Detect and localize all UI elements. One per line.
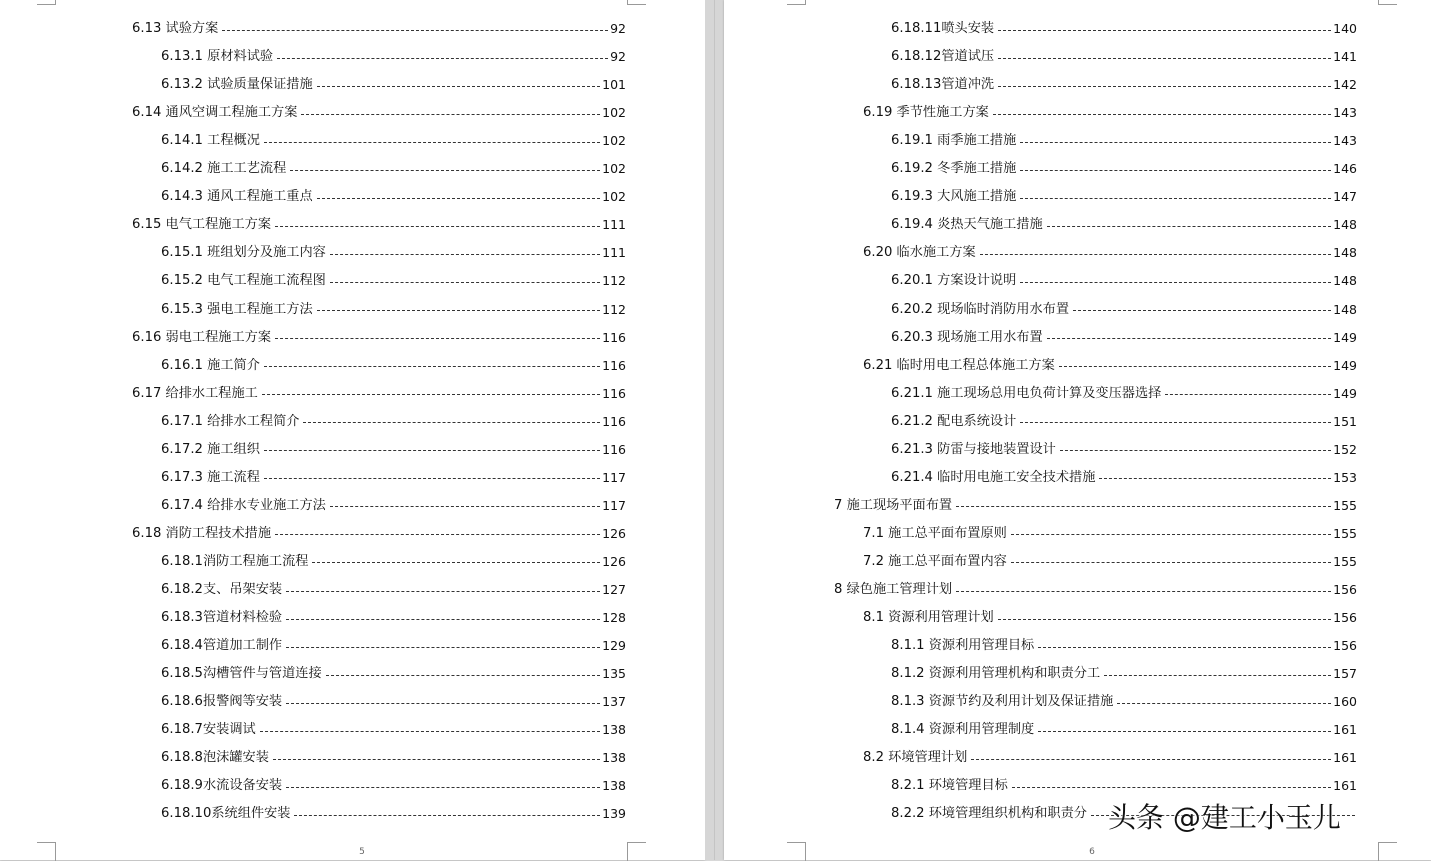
toc-entry-title: 7.2 施工总平面布置内容 bbox=[863, 553, 1007, 569]
toc-entry[interactable] bbox=[161, 744, 626, 772]
toc-entry[interactable] bbox=[891, 464, 1357, 492]
toc-dot-leader bbox=[286, 591, 600, 592]
toc-entry-page-number: 116 bbox=[602, 357, 626, 373]
toc-entry[interactable] bbox=[891, 688, 1357, 716]
toc-entry[interactable] bbox=[863, 352, 1357, 380]
toc-dot-leader bbox=[1047, 338, 1332, 339]
toc-entry-title: 6.18.6报警阀等安装 bbox=[161, 694, 283, 710]
toc-entry[interactable] bbox=[161, 183, 626, 211]
toc-dot-leader bbox=[330, 506, 600, 507]
toc-entry-title: 6.13.1 原材料试验 bbox=[161, 49, 274, 65]
toc-dot-leader bbox=[1165, 394, 1331, 395]
toc-entry-page-number: 127 bbox=[602, 582, 626, 597]
toc-entry-title: 8.1.3 资源节约及利用计划及保证措施 bbox=[891, 694, 1114, 710]
toc-entry[interactable] bbox=[132, 15, 626, 43]
toc-dot-leader bbox=[260, 731, 600, 732]
crop-mark-top-right bbox=[1378, 0, 1397, 5]
toc-entry-title: 8 绿色施工管理计划 bbox=[834, 582, 953, 597]
toc-entry-page-number: 149 bbox=[1333, 357, 1357, 373]
toc-entry[interactable] bbox=[161, 267, 626, 295]
toc-entry-page-number: 126 bbox=[602, 525, 626, 541]
toc-entry-page-number: 140 bbox=[1333, 21, 1357, 36]
toc-entry-page-number: 153 bbox=[1333, 469, 1357, 485]
toc-entry-title: 6.18.7安装调试 bbox=[161, 722, 256, 738]
toc-entry[interactable] bbox=[161, 660, 626, 688]
toc-dot-leader bbox=[1073, 310, 1331, 311]
toc-entry[interactable] bbox=[161, 239, 626, 267]
toc-entry-page-number: 155 bbox=[1333, 497, 1357, 513]
toc-entry-page-number: 128 bbox=[602, 610, 626, 626]
toc-entry-page-number: 161 bbox=[1333, 722, 1357, 738]
toc-entry[interactable] bbox=[132, 211, 626, 239]
toc-entry[interactable] bbox=[891, 43, 1357, 71]
toc-entry[interactable] bbox=[161, 71, 626, 99]
toc-entry[interactable] bbox=[161, 352, 626, 380]
toc-entry-title: 6.14.2 施工工艺流程 bbox=[161, 161, 287, 177]
toc-entry-page-number: 92 bbox=[610, 49, 626, 65]
toc-entry-page-number: 102 bbox=[602, 189, 626, 205]
toc-entry-title: 8.2 环境管理计划 bbox=[863, 750, 968, 766]
toc-dot-leader bbox=[1020, 142, 1331, 143]
toc-dot-leader bbox=[1047, 226, 1332, 227]
toc-entry-title: 6.16.1 施工简介 bbox=[161, 357, 260, 373]
toc-dot-leader bbox=[1020, 282, 1331, 283]
toc-entry-page-number: 149 bbox=[1333, 385, 1357, 401]
page-number: 5 bbox=[359, 847, 365, 857]
toc-entry[interactable] bbox=[161, 43, 626, 71]
toc-entry-page-number: 156 bbox=[1333, 610, 1357, 626]
toc-dot-leader bbox=[1011, 534, 1331, 535]
toc-dot-leader bbox=[275, 338, 600, 339]
toc-dot-leader bbox=[317, 198, 601, 199]
toc-entry-page-number: 138 bbox=[602, 778, 626, 794]
toc-entry[interactable] bbox=[891, 127, 1357, 155]
toc-entry[interactable] bbox=[161, 492, 626, 520]
toc-entry[interactable] bbox=[161, 604, 626, 632]
toc-dot-leader bbox=[998, 86, 1331, 87]
toc-dot-leader bbox=[275, 226, 600, 227]
watermark-text: 头条 @建工小玉儿 bbox=[1108, 801, 1341, 834]
toc-entry-page-number: 112 bbox=[602, 301, 626, 317]
toc-entry[interactable] bbox=[891, 71, 1357, 99]
toc-entry-page-number: 142 bbox=[1333, 77, 1357, 93]
toc-entry[interactable] bbox=[161, 772, 626, 800]
toc-entry-page-number: 117 bbox=[602, 497, 626, 513]
toc-entry-title: 6.20.3 现场施工用水布置 bbox=[891, 329, 1043, 345]
toc-dot-leader bbox=[330, 254, 600, 255]
crop-mark-bottom-left bbox=[37, 842, 56, 861]
toc-entry[interactable] bbox=[891, 380, 1357, 408]
toc-entry-title: 8.2.1 环境管理目标 bbox=[891, 778, 1008, 794]
toc-entry-page-number: 117 bbox=[602, 469, 626, 485]
toc-dot-leader bbox=[980, 254, 1331, 255]
toc-dot-leader bbox=[993, 114, 1331, 115]
toc-entry-title: 6.21.2 配电系统设计 bbox=[891, 413, 1017, 429]
toc-entry[interactable] bbox=[161, 548, 626, 576]
toc-entry-title: 6.18.11喷头安装 bbox=[891, 21, 995, 36]
toc-entry-page-number: 156 bbox=[1333, 582, 1357, 597]
toc-entry-title: 6.21.1 施工现场总用电负荷计算及变压器选择 bbox=[891, 385, 1162, 401]
toc-entry-page-number: 148 bbox=[1333, 273, 1357, 289]
toc-entry[interactable] bbox=[132, 520, 626, 548]
toc-entry-page-number: 102 bbox=[602, 133, 626, 149]
toc-entry-title: 6.18.4管道加工制作 bbox=[161, 638, 283, 654]
toc-entry[interactable] bbox=[161, 296, 626, 324]
toc-dot-leader bbox=[1060, 450, 1331, 451]
toc-entry-page-number: 155 bbox=[1333, 553, 1357, 569]
toc-entry-page-number: 155 bbox=[1333, 525, 1357, 541]
toc-dot-leader bbox=[264, 142, 600, 143]
toc-entry[interactable] bbox=[161, 688, 626, 716]
toc-entry-page-number: 102 bbox=[602, 105, 626, 121]
toc-entry-page-number: 148 bbox=[1333, 245, 1357, 261]
toc-entry[interactable] bbox=[161, 155, 626, 183]
toc-dot-leader bbox=[264, 478, 600, 479]
toc-dot-leader bbox=[326, 675, 601, 676]
toc-entry-title: 6.20.2 现场临时消防用水布置 bbox=[891, 301, 1070, 317]
toc-dot-leader bbox=[998, 619, 1331, 620]
toc-dot-leader bbox=[275, 534, 600, 535]
toc-dot-leader bbox=[264, 450, 600, 451]
toc-entry-title: 8.1.1 资源利用管理目标 bbox=[891, 638, 1035, 654]
toc-entry-page-number: 129 bbox=[602, 638, 626, 654]
toc-dot-leader bbox=[317, 86, 601, 87]
toc-entry-title: 6.13.2 试验质量保证措施 bbox=[161, 77, 313, 93]
crop-mark-bottom-right bbox=[1378, 842, 1397, 861]
toc-dot-leader bbox=[956, 591, 1331, 592]
toc-entry-title: 6.18.3管道材料检验 bbox=[161, 610, 283, 626]
toc-entry-page-number: 138 bbox=[602, 722, 626, 738]
crop-mark-bottom-right bbox=[627, 842, 646, 861]
page-gap-line bbox=[714, 0, 715, 860]
toc-dot-leader bbox=[286, 647, 600, 648]
toc-entry-title: 6.14.1 工程概况 bbox=[161, 133, 260, 149]
toc-entry[interactable] bbox=[863, 604, 1357, 632]
toc-entry-title: 6.15 电气工程施工方案 bbox=[132, 217, 272, 233]
toc-entry-page-number: 156 bbox=[1333, 638, 1357, 654]
toc-entry-page-number: 111 bbox=[602, 245, 626, 261]
document-page-left bbox=[0, 0, 705, 860]
toc-entry-page-number: 138 bbox=[602, 750, 626, 766]
toc-entry-page-number: 148 bbox=[1333, 301, 1357, 317]
toc-entry[interactable] bbox=[834, 492, 1357, 520]
toc-dot-leader bbox=[286, 619, 600, 620]
toc-entry-title: 6.15.1 班组划分及施工内容 bbox=[161, 245, 326, 261]
toc-entry-title: 6.18 消防工程技术措施 bbox=[132, 525, 272, 541]
toc-entry-title: 6.16 弱电工程施工方案 bbox=[132, 329, 272, 345]
toc-entry[interactable] bbox=[863, 99, 1357, 127]
toc-entry-page-number: 141 bbox=[1333, 49, 1357, 65]
toc-entry[interactable] bbox=[891, 660, 1357, 688]
toc-dot-leader bbox=[303, 422, 600, 423]
crop-mark-top-left bbox=[787, 0, 806, 5]
toc-dot-leader bbox=[294, 815, 600, 816]
toc-entry[interactable] bbox=[161, 576, 626, 604]
toc-entry[interactable] bbox=[891, 324, 1357, 352]
toc-entry-title: 6.20 临水施工方案 bbox=[863, 245, 976, 261]
toc-entry-title: 6.18.2支、吊架安装 bbox=[161, 582, 283, 597]
toc-entry-page-number: 126 bbox=[602, 553, 626, 569]
toc-entry-title: 6.18.1消防工程施工流程 bbox=[161, 553, 309, 569]
toc-dot-leader bbox=[998, 30, 1331, 31]
toc-entry[interactable] bbox=[161, 800, 626, 828]
toc-entry[interactable] bbox=[161, 464, 626, 492]
toc-entry[interactable] bbox=[863, 548, 1357, 576]
toc-dot-leader bbox=[956, 506, 1331, 507]
toc-entry-title: 6.17.1 给排水工程简介 bbox=[161, 413, 300, 429]
toc-entry-page-number: 149 bbox=[1333, 329, 1357, 345]
toc-entry-title: 6.13 试验方案 bbox=[132, 21, 219, 36]
toc-entry-title: 8.1.4 资源利用管理制度 bbox=[891, 722, 1035, 738]
toc-entry[interactable] bbox=[161, 716, 626, 744]
toc-entry[interactable] bbox=[132, 99, 626, 127]
toc-dot-leader bbox=[317, 310, 601, 311]
toc-entry-title: 6.21 临时用电工程总体施工方案 bbox=[863, 357, 1055, 373]
toc-entry-title: 6.18.5沟槽管件与管道连接 bbox=[161, 666, 322, 682]
document-page-right bbox=[724, 0, 1431, 860]
toc-entry[interactable] bbox=[161, 632, 626, 660]
toc-entry-title: 6.19.3 大风施工措施 bbox=[891, 189, 1017, 205]
toc-entry-title: 6.21.3 防雷与接地装置设计 bbox=[891, 441, 1056, 457]
toc-dot-leader bbox=[1104, 675, 1331, 676]
toc-entry[interactable] bbox=[891, 155, 1357, 183]
toc-entry-title: 6.19.2 冬季施工措施 bbox=[891, 161, 1017, 177]
toc-entry-title: 6.19 季节性施工方案 bbox=[863, 105, 989, 121]
toc-entry[interactable] bbox=[161, 436, 626, 464]
toc-entry-title: 6.17.3 施工流程 bbox=[161, 469, 260, 485]
toc-dot-leader bbox=[1011, 562, 1331, 563]
crop-mark-bottom-left bbox=[787, 842, 806, 861]
toc-entry[interactable] bbox=[891, 211, 1357, 239]
toc-dot-leader bbox=[1020, 422, 1331, 423]
toc-entry-title: 6.15.2 电气工程施工流程图 bbox=[161, 273, 326, 289]
toc-entry-title: 6.14 通风空调工程施工方案 bbox=[132, 105, 298, 121]
toc-entry-page-number: 102 bbox=[602, 161, 626, 177]
toc-entry[interactable] bbox=[863, 239, 1357, 267]
toc-dot-leader bbox=[330, 282, 600, 283]
toc-entry[interactable] bbox=[161, 127, 626, 155]
toc-entry-page-number: 143 bbox=[1333, 105, 1357, 121]
toc-entry-page-number: 151 bbox=[1333, 413, 1357, 429]
toc-entry-page-number: 146 bbox=[1333, 161, 1357, 177]
toc-dot-leader bbox=[1012, 787, 1331, 788]
toc-dot-leader bbox=[1117, 703, 1331, 704]
toc-dot-leader bbox=[286, 787, 600, 788]
toc-entry[interactable] bbox=[891, 296, 1357, 324]
toc-entry-title: 8.1 资源利用管理计划 bbox=[863, 610, 994, 626]
toc-entry-page-number: 92 bbox=[610, 21, 626, 36]
toc-dot-leader bbox=[971, 759, 1331, 760]
toc-dot-leader bbox=[264, 366, 600, 367]
toc-entry-page-number: 160 bbox=[1333, 694, 1357, 710]
toc-dot-leader bbox=[222, 30, 608, 31]
toc-entry-page-number: 116 bbox=[602, 441, 626, 457]
toc-entry[interactable] bbox=[891, 183, 1357, 211]
toc-dot-leader bbox=[1038, 731, 1331, 732]
toc-entry-title: 8.2.2 环境管理组织机构和职责分 bbox=[891, 806, 1087, 822]
toc-entry-page-number: 147 bbox=[1333, 189, 1357, 205]
toc-dot-leader bbox=[998, 58, 1331, 59]
toc-dot-leader bbox=[286, 703, 600, 704]
toc-entry[interactable] bbox=[891, 716, 1357, 744]
toc-dot-leader bbox=[290, 170, 600, 171]
toc-entry-title: 6.17.2 施工组织 bbox=[161, 441, 260, 457]
toc-dot-leader bbox=[1099, 478, 1331, 479]
toc-entry[interactable] bbox=[891, 436, 1357, 464]
toc-entry-page-number: 116 bbox=[602, 413, 626, 429]
toc-entry-title: 8.1.2 资源利用管理机构和职责分工 bbox=[891, 666, 1101, 682]
toc-entry[interactable] bbox=[891, 267, 1357, 295]
toc-entry[interactable] bbox=[132, 324, 626, 352]
toc-entry-page-number: 135 bbox=[602, 666, 626, 682]
toc-entry[interactable] bbox=[161, 408, 626, 436]
toc-entry-title: 6.19.1 雨季施工措施 bbox=[891, 133, 1017, 149]
toc-entry[interactable] bbox=[132, 380, 626, 408]
toc-entry-page-number: 157 bbox=[1333, 666, 1357, 682]
toc-entry-page-number: 161 bbox=[1333, 750, 1357, 766]
toc-entry-title: 6.21.4 临时用电施工安全技术措施 bbox=[891, 469, 1096, 485]
toc-entry[interactable] bbox=[891, 632, 1357, 660]
toc-entry[interactable] bbox=[834, 576, 1357, 604]
toc-entry-page-number: 137 bbox=[602, 694, 626, 710]
toc-entry[interactable] bbox=[863, 520, 1357, 548]
toc-entry-title: 6.19.4 炎热天气施工措施 bbox=[891, 217, 1043, 233]
toc-entry-title: 6.17.4 给排水专业施工方法 bbox=[161, 497, 326, 513]
toc-entry[interactable] bbox=[891, 408, 1357, 436]
toc-entry-page-number: 101 bbox=[602, 77, 626, 93]
toc-entry-page-number: 143 bbox=[1333, 133, 1357, 149]
toc-entry-title: 6.18.10系统组件安装 bbox=[161, 806, 291, 822]
toc-entry[interactable] bbox=[891, 15, 1357, 43]
toc-entry-page-number: 112 bbox=[602, 273, 626, 289]
toc-entry-title: 7 施工现场平面布置 bbox=[834, 497, 953, 513]
toc-dot-leader bbox=[273, 759, 600, 760]
toc-entry-title: 7.1 施工总平面布置原则 bbox=[863, 525, 1007, 541]
toc-entry[interactable] bbox=[863, 744, 1357, 772]
crop-mark-top-right bbox=[627, 0, 646, 5]
toc-entry-page-number: 161 bbox=[1333, 778, 1357, 794]
toc-entry-title: 6.18.13管道冲洗 bbox=[891, 77, 995, 93]
toc-entry-page-number: 139 bbox=[602, 806, 626, 822]
toc-entry-title: 6.17 给排水工程施工 bbox=[132, 385, 258, 401]
toc-entry-title: 6.18.9水流设备安装 bbox=[161, 778, 283, 794]
toc-dot-leader bbox=[301, 114, 600, 115]
toc-entry-title: 6.20.1 方案设计说明 bbox=[891, 273, 1017, 289]
toc-entry-page-number: 152 bbox=[1333, 441, 1357, 457]
toc-dot-leader bbox=[262, 394, 600, 395]
toc-dot-leader bbox=[1038, 647, 1331, 648]
toc-dot-leader bbox=[312, 562, 600, 563]
toc-entry-page-number: 111 bbox=[602, 217, 626, 233]
toc-entry-title: 6.18.8泡沫罐安装 bbox=[161, 750, 269, 766]
toc-entry-page-number: 148 bbox=[1333, 217, 1357, 233]
toc-dot-leader bbox=[1020, 170, 1331, 171]
page-number: 6 bbox=[1089, 847, 1095, 857]
toc-dot-leader bbox=[277, 58, 608, 59]
toc-dot-leader bbox=[1059, 366, 1331, 367]
toc-entry-title: 6.18.12管道试压 bbox=[891, 49, 995, 65]
toc-entry-title: 6.15.3 强电工程施工方法 bbox=[161, 301, 313, 317]
toc-entry-page-number: 116 bbox=[602, 329, 626, 345]
toc-dot-leader bbox=[1020, 198, 1331, 199]
toc-entry-page-number: 116 bbox=[602, 385, 626, 401]
crop-mark-top-left bbox=[37, 0, 56, 5]
toc-entry-title: 6.14.3 通风工程施工重点 bbox=[161, 189, 313, 205]
